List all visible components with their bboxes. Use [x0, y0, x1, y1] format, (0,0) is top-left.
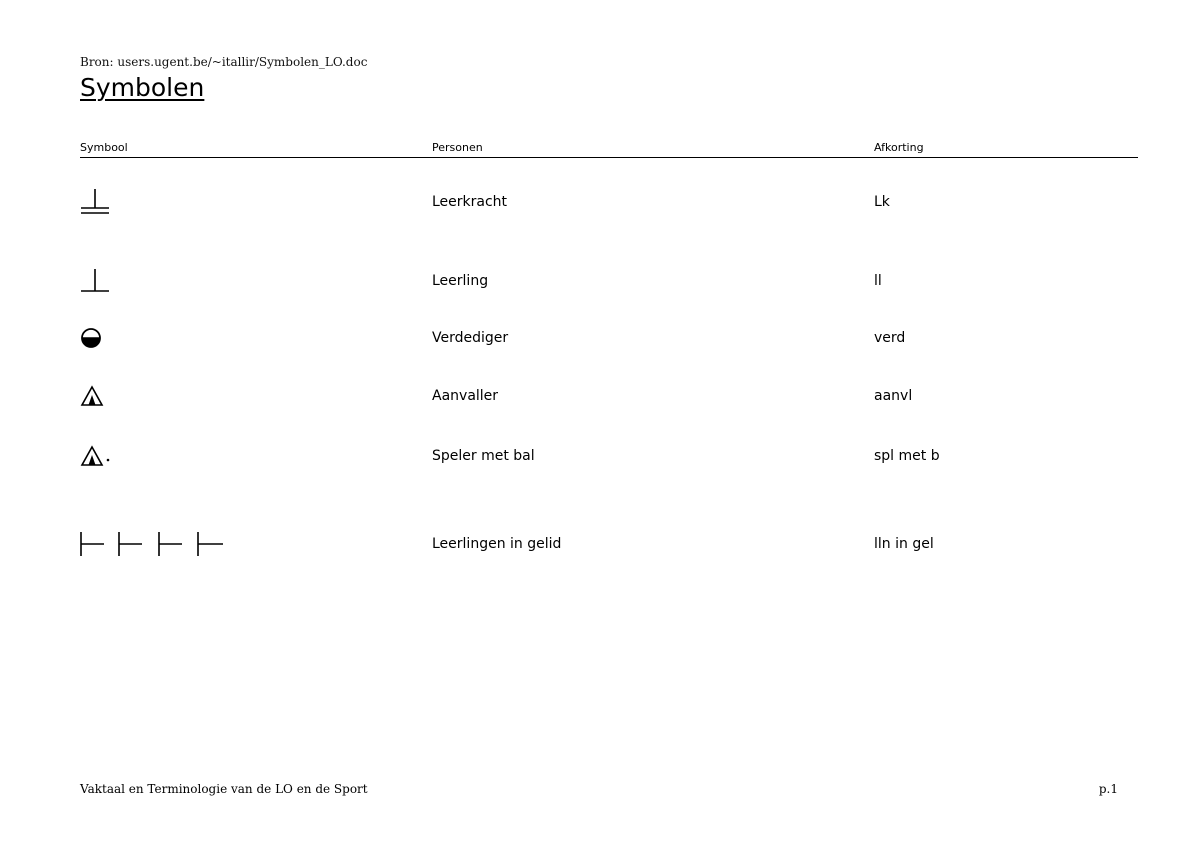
column-header-abbreviation: Afkorting — [874, 141, 924, 154]
page-number: p.1 — [1098, 782, 1118, 796]
column-header-symbol: Symbool — [80, 141, 128, 154]
column-header-persons: Personen — [432, 141, 483, 154]
teacher-symbol-icon — [80, 186, 110, 218]
attacker-symbol-icon — [80, 385, 104, 407]
abbreviation-label: Lk — [874, 194, 890, 210]
person-label: Leerkracht — [432, 194, 508, 210]
person-label: Aanvaller — [432, 388, 499, 404]
table-row — [80, 318, 1138, 358]
table-row — [80, 182, 1138, 222]
abbreviation-label: verd — [874, 330, 906, 346]
student-symbol-icon — [80, 267, 110, 295]
symbols-table — [80, 140, 1138, 552]
abbreviation-label: spl met b — [874, 448, 940, 464]
page-title: Symbolen — [80, 73, 205, 102]
player-with-ball-symbol-icon — [80, 445, 114, 467]
table-header — [80, 140, 1138, 158]
person-label: Verdediger — [432, 330, 509, 346]
person-label: Leerling — [432, 273, 489, 289]
abbreviation-label: lln in gel — [874, 536, 934, 552]
source-reference: Bron: users.ugent.be/~itallir/Symbolen_LO.doc — [80, 55, 368, 69]
table-row — [80, 436, 1138, 476]
person-label: Leerlingen in gelid — [432, 536, 562, 552]
students-in-line-symbol-icon — [80, 530, 226, 558]
table-row — [80, 524, 1138, 564]
table-row — [80, 261, 1138, 301]
abbreviation-label: aanvl — [874, 388, 913, 404]
footer-title: Vaktaal en Terminologie van de LO en de Sport — [80, 782, 368, 796]
table-row — [80, 376, 1138, 416]
defender-symbol-icon — [80, 327, 102, 349]
person-label: Speler met bal — [432, 448, 535, 464]
abbreviation-label: ll — [874, 273, 882, 289]
